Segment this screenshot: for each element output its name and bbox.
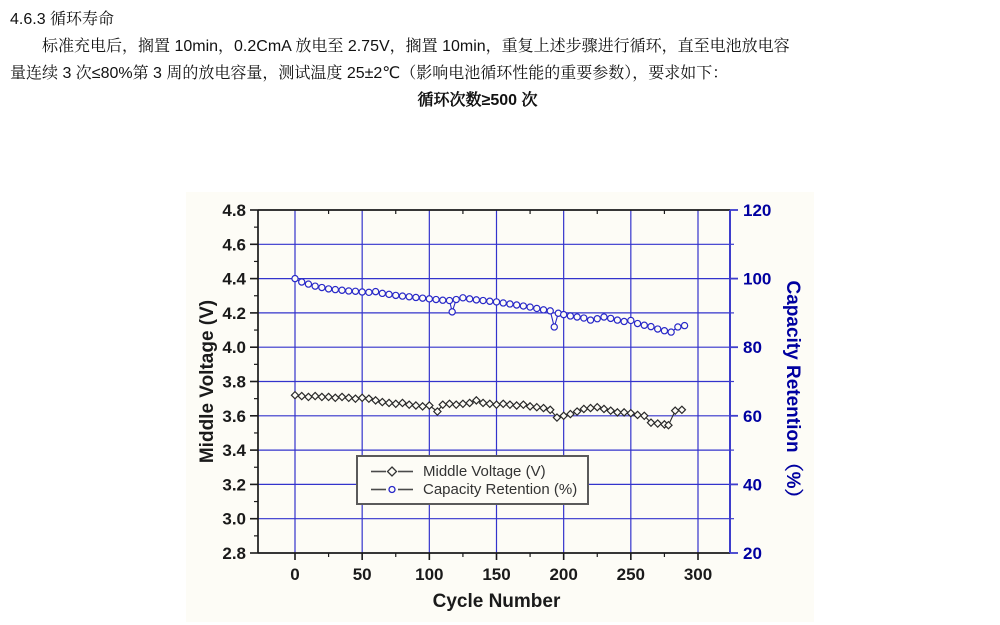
svg-text:300: 300 — [683, 565, 713, 584]
legend-item-capacity — [370, 481, 587, 498]
svg-text:60: 60 — [743, 406, 762, 426]
svg-text:200: 200 — [549, 565, 578, 584]
legend-label-capacity: Capacity Retention (%) — [423, 480, 578, 498]
svg-text:3.6: 3.6 — [222, 406, 246, 426]
svg-text:100: 100 — [743, 269, 772, 289]
svg-text:Cycle Number: Cycle Number — [432, 591, 561, 612]
svg-text:3.8: 3.8 — [222, 372, 246, 392]
svg-text:Middle Voltage (V): Middle Voltage (V) — [197, 299, 218, 464]
svg-text:120: 120 — [743, 201, 772, 220]
legend-label-voltage: Middle Voltage (V) — [423, 462, 546, 480]
diamond-marker-icon — [370, 465, 414, 478]
spec-line-1: 标准充电后，搁置 10min，0.2CmA 放电至 2.75V，搁置 10min，重复上述步骤进行循环，直至电池放电容 — [42, 38, 790, 55]
svg-text:3.2: 3.2 — [222, 475, 246, 495]
svg-text:2.8: 2.8 — [222, 544, 246, 563]
svg-text:20: 20 — [743, 544, 762, 563]
svg-text:4.2: 4.2 — [222, 303, 246, 323]
section-heading: 4.6.3 循环寿命 — [10, 11, 115, 28]
svg-text:80: 80 — [743, 338, 762, 358]
svg-text:40: 40 — [743, 475, 762, 495]
svg-text:4.0: 4.0 — [222, 338, 246, 358]
svg-text:250: 250 — [616, 565, 646, 584]
svg-text:100: 100 — [415, 565, 444, 584]
svg-text:0: 0 — [290, 565, 300, 584]
svg-text:Capacity Retention（%）: Capacity Retention（%） — [782, 280, 803, 508]
cycle-requirement: 循环次数≥500 次 — [417, 92, 538, 109]
chart-legend — [356, 455, 589, 505]
svg-text:3.0: 3.0 — [222, 509, 246, 529]
svg-text:150: 150 — [482, 565, 511, 584]
legend-item-voltage — [370, 463, 587, 480]
svg-text:50: 50 — [352, 565, 372, 584]
svg-text:4.6: 4.6 — [222, 235, 246, 255]
svg-text:3.4: 3.4 — [222, 441, 246, 461]
circle-marker-icon — [370, 483, 414, 496]
svg-text:4.8: 4.8 — [222, 201, 246, 220]
svg-text:4.4: 4.4 — [222, 269, 246, 289]
spec-line-2: 量连续 3 次≤80%第 3 周的放电容量，测试温度 25±2℃（影响电池循环性能的重要参数），要求如下： — [10, 65, 729, 82]
